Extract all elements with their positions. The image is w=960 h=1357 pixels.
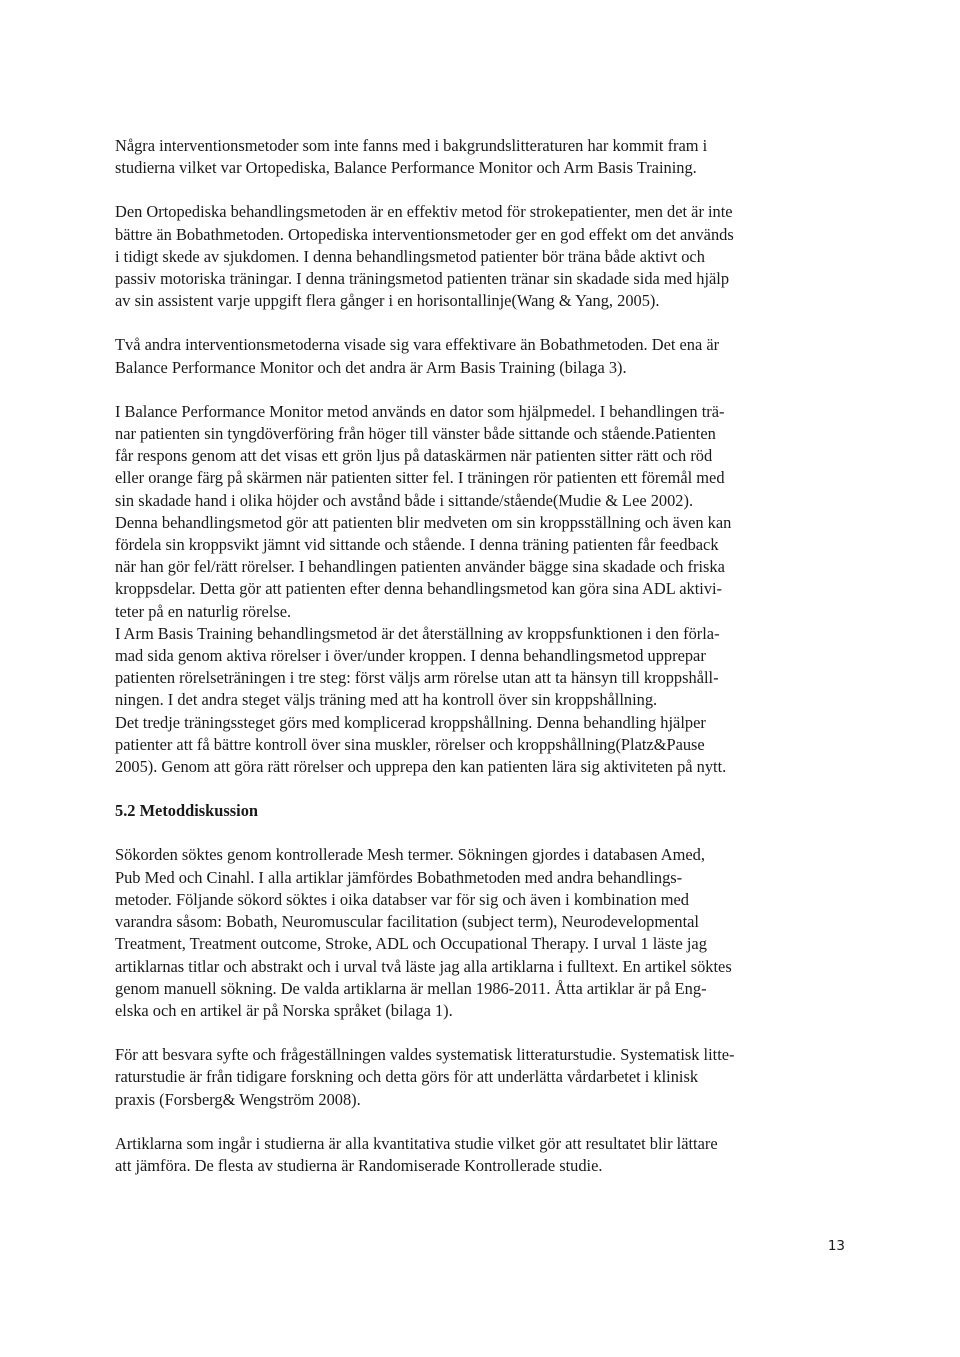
paragraph bbox=[115, 401, 850, 778]
paragraph bbox=[115, 1133, 850, 1177]
paragraph bbox=[115, 201, 850, 312]
text-line: studierna vilket var Ortopediska, Balance Performance Monitor och Arm Basis Training. bbox=[115, 158, 697, 178]
text-line: elska och en artikel är på Norska språket (bilaga 1). bbox=[115, 1000, 453, 1020]
text-line: passiv motoriska träningar. I denna träningsmetod patienten tränar sin skadade sida med hjälp bbox=[115, 269, 730, 289]
paragraph bbox=[115, 1044, 850, 1111]
text-line: patienter att få bättre kontroll över sina muskler, rörelser och kroppshållning(Platz&Pause bbox=[115, 734, 705, 754]
text-line: Denna behandlingsmetod gör att patienten blir medveten om sin kroppsställning och även kan bbox=[115, 512, 732, 532]
page-body bbox=[115, 135, 850, 1199]
paragraph bbox=[115, 135, 850, 179]
text-line: Sökorden söktes genom kontrollerade Mesh termer. Sökningen gjordes i databasen Amed, bbox=[115, 845, 705, 865]
text-line: att jämföra. De flesta av studierna är Randomiserade Kontrollerade studie. bbox=[115, 1155, 603, 1175]
text-line: Pub Med och Cinahl. I alla artiklar jämfördes Bobathmetoden med andra behandlings- bbox=[115, 867, 683, 887]
page-number: 13 bbox=[827, 1238, 845, 1254]
text-line: artiklarnas titlar och abstrakt och i urval två läste jag alla artiklarna i fulltext. En artikel söktes bbox=[115, 956, 732, 976]
text-line: mad sida genom aktiva rörelser i över/under kroppen. I denna behandlingsmetod upprepar bbox=[115, 646, 706, 666]
text-line: när han gör fel/rätt rörelser. I behandlingen patienten använder bägge sina skadade och friska bbox=[115, 557, 725, 577]
text-line: Balance Performance Monitor och det andra är Arm Basis Training (bilaga 3). bbox=[115, 357, 627, 377]
text-line: Den Ortopediska behandlingsmetoden är en effektiv metod för strokepatienter, men det är inte bbox=[115, 202, 733, 222]
text-line: Några interventionsmetoder som inte fanns med i bakgrundslitteraturen har kommit fram i bbox=[115, 136, 708, 155]
text-line: Två andra interventionsmetoderna visade sig vara effektivare än Bobathmetoden. Det ena är bbox=[115, 335, 720, 355]
paragraphs-section bbox=[115, 135, 850, 778]
text-line: kroppsdelar. Detta gör att patienten efter denna behandlingsmetod kan göra sina ADL aktivi- bbox=[115, 579, 723, 599]
section-heading: 5.2 Metoddiskussion bbox=[115, 801, 259, 821]
text-line: fördela sin kroppsvikt jämnt vid sittande och stående. I denna träning patienten får feedback bbox=[115, 535, 719, 555]
text-line: I Balance Performance Monitor metod används en dator som hjälpmedel. I behandlingen trä- bbox=[115, 401, 725, 421]
text-line: i tidigt skede av sjukdomen. I denna behandlingsmetod patienter bör träna både aktivt och bbox=[115, 246, 705, 266]
text-line: praxis (Forsberg& Wengström 2008). bbox=[115, 1089, 361, 1109]
text-line: får respons genom att det visas ett grön ljus på dataskärmen när patienten sitter rätt och röd bbox=[115, 446, 713, 466]
text-line: För att besvara syfte och frågeställningen valdes systematisk litteraturstudie. Systematisk litte- bbox=[115, 1045, 735, 1065]
text-line: nar patienten sin tyngdöverföring från höger till vänster både sittande och stående.Patienten bbox=[115, 424, 716, 444]
discussion-section bbox=[115, 844, 850, 1177]
text-line: metoder. Följande sökord söktes i oika databser var för sig och även i kombination med bbox=[115, 889, 689, 909]
text-line: I Arm Basis Training behandlingsmetod är det återställning av kroppsfunktionen i den förla- bbox=[115, 623, 720, 643]
paragraph bbox=[115, 334, 850, 378]
text-line: av sin assistent varje uppgift flera gånger i en horisontallinje(Wang & Yang, 2005). bbox=[115, 291, 660, 311]
text-line: Treatment, Treatment outcome, Stroke, ADL och Occupational Therapy. I urval 1 läste jag bbox=[115, 934, 707, 954]
text-line: Artiklarna som ingår i studierna är alla kvantitativa studie vilket gör att resultatet blir lättare bbox=[115, 1133, 718, 1153]
text-line: raturstudie är från tidigare forskning och detta görs för att underlätta vårdarbetet i klinisk bbox=[115, 1067, 699, 1087]
text-line: Det tredje träningssteget görs med komplicerad kroppshållning. Denna behandling hjälper bbox=[115, 712, 706, 732]
text-line: sin skadade hand i olika höjder och avstånd både i sittande/stående(Mudie & Lee 2002). bbox=[115, 490, 694, 510]
paragraph bbox=[115, 844, 850, 1022]
text-line: ningen. I det andra steget väljs träning med att ha kontroll över sin kroppshållning. bbox=[115, 690, 658, 710]
text-line: varandra såsom: Bobath, Neuromuscular facilitation (subject term), Neurodevelopmental bbox=[115, 912, 699, 932]
text-line: eller orange färg på skärmen när patienten sitter fel. I träningen rör patienten ett föremål med bbox=[115, 468, 725, 488]
text-line: genom manuell sökning. De valda artiklarna är mellan 1986-2011. Åtta artiklar är på Eng- bbox=[115, 978, 707, 998]
text-line: bättre än Bobathmetoden. Ortopediska interventionsmetoder ger en god effekt om det används bbox=[115, 224, 734, 244]
text-line: 2005). Genom att göra rätt rörelser och upprepa den kan patienten lära sig aktiviteten på nytt. bbox=[115, 757, 727, 777]
text-line: patienten rörelseträningen i tre steg: först väljs arm rörelse utan att ta hänsyn till kroppshåll- bbox=[115, 668, 719, 688]
text-line: teter på en naturlig rörelse. bbox=[115, 601, 292, 621]
